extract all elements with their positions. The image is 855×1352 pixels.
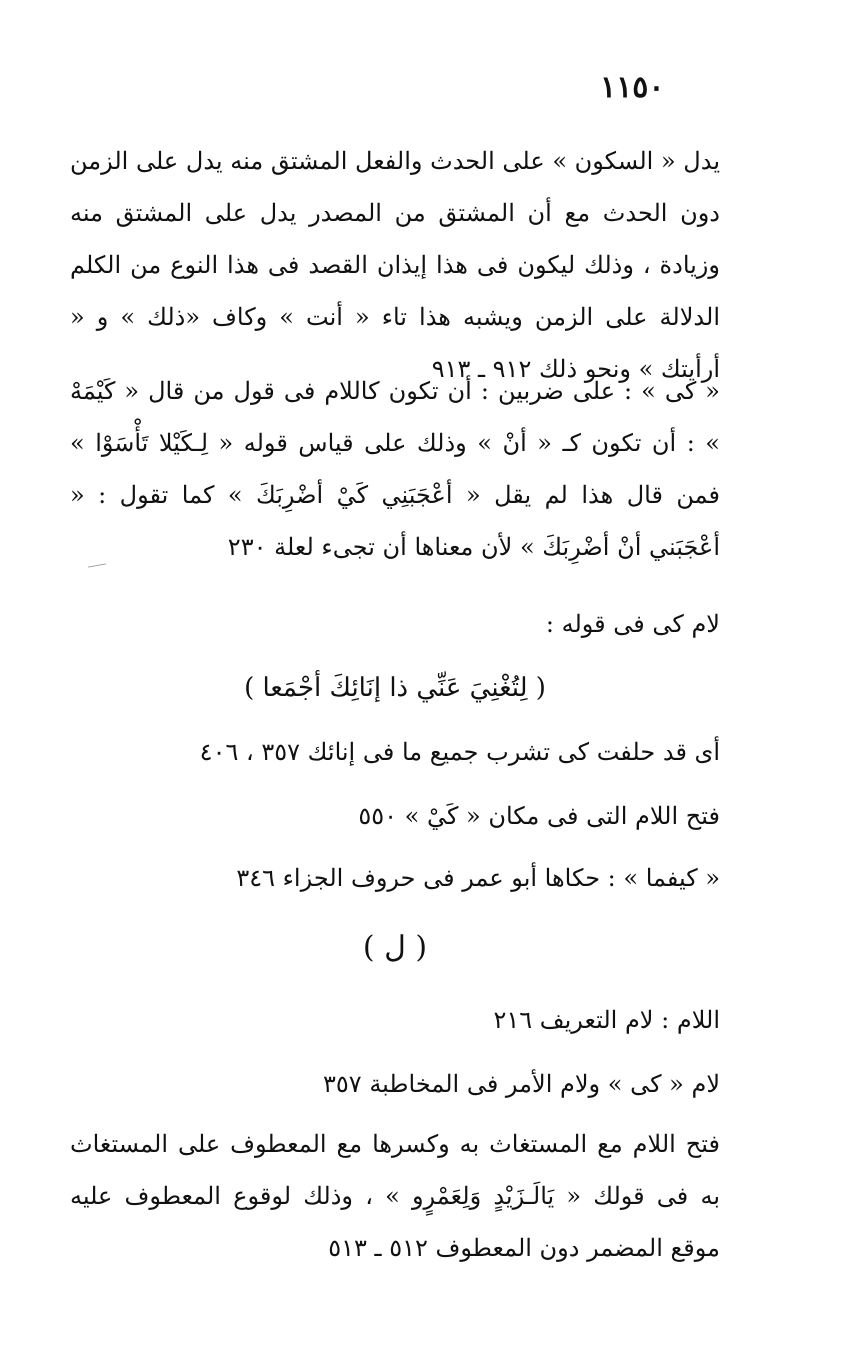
section-heading-lam: ( ل ) xyxy=(362,930,428,965)
page-number: ١١٥٠ xyxy=(600,70,665,105)
entry-line-kayfama: « كيفما » : حكاها أبو عمر فى حروف الجزاء ٣٤٦ xyxy=(236,864,720,892)
entry-line-halafat: أى قد حلفت كى تشرب جميع ما فى إنائك ٣٥٧ ، ٤٠٦ xyxy=(199,738,720,766)
verse-line: ( لِتُغْنِيَ عَنِّي ذا إنَائِكَ أجْمَعا ) xyxy=(244,673,546,703)
entry-lam-kay-heading: لام كى فى قوله : xyxy=(545,610,720,638)
entry-line-fath-lam: فتح اللام التى فى مكان « كَيْ » ٥٥٠ xyxy=(358,802,720,830)
entry-paragraph-kay: « كى » : على ضربين : أن تكون كاللام فى قول من قال « كَيْمَهْ » : أن تكون كـ « أنْ » وذلك على قياس قوله « لِـكَيْلا تَأْسَوْا » فمن قال هذا لم يقل « أعْجَبَنِي كَيْ أضْرِبَكَ » كما تقول : « أعْجَبَني أنْ أضْرِبَكَ » لأن معناها أن تجىء لعلة ٢٣٠ xyxy=(70,377,720,561)
entry-paragraph-sukun: يدل « السكون » على الحدث والفعل المشتق منه يدل على الزمن دون الحدث مع أن المشتق من المصدر يدل على المشتق منه وزيادة ، وذلك ليكون فى هذا إيذان القصد فى هذا النوع من الكلم الدلالة على الزمن ويشبه هذا تاء « أنت » وكاف «ذلك » و « أرأيتك » ونحو ذلك ٩١٢ ـ ٩١٣ xyxy=(70,147,720,383)
entry-line-lam-amr: لام « كى » ولام الأمر فى المخاطبة ٣٥٧ xyxy=(323,1070,720,1098)
entry-line-lam-tarif: اللام : لام التعريف ٢١٦ xyxy=(493,1006,720,1034)
entry-paragraph-mustaghath: فتح اللام مع المستغاث به وكسرها مع المعطوف على المستغاث به فى قولك « يَالَـزَيْدٍ وَلِعَمْرٍو » ، وذلك لوقوع المعطوف عليه موقع المضمر دون المعطوف ٥١٢ ـ ٥١٣ xyxy=(70,1130,720,1262)
